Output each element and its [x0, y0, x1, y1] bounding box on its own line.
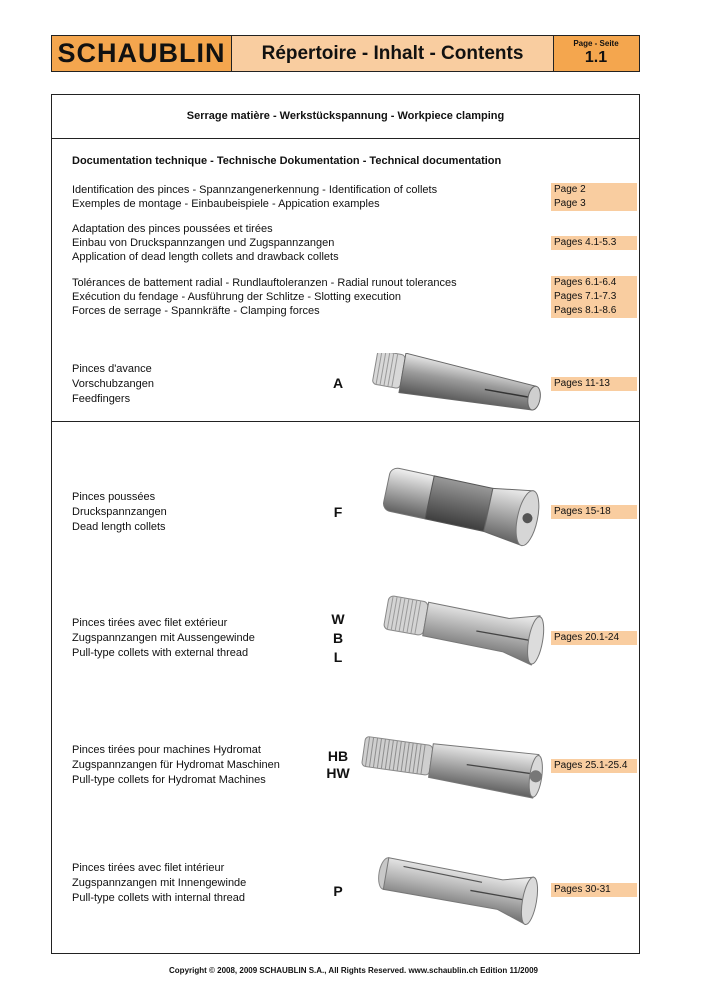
category-description: [72, 362, 154, 407]
copyright-footer: Copyright © 2008, 2009 SCHAUBLIN S.A., All Rights Reserved. www.schaublin.ch Edition 11/2009: [169, 966, 538, 975]
category-name-en: Feedfingers: [72, 393, 131, 405]
category-name-de: Druckspannzangen: [72, 506, 167, 518]
category-description: [72, 490, 167, 535]
tech-doc-line: Exemples de montage - Einbaubeispiele - Appication examples: [72, 198, 380, 210]
tech-doc-line: Einbau von Druckspannzangen und Zugspannzangen: [72, 237, 335, 249]
category-name-fr: Pinces tirées avec filet extérieur: [72, 617, 228, 629]
collet-type-code: F: [333, 504, 343, 520]
page-ref-link[interactable]: Pages 8.1-8.6: [551, 304, 637, 318]
collet-type-code: L: [333, 649, 343, 665]
brand-logo: SCHAUBLIN: [52, 36, 232, 71]
category-name-fr: Pinces tirées avec filet intérieur: [72, 862, 225, 874]
page-title: Répertoire - Inhalt - Contents: [232, 36, 554, 71]
tech-doc-line: Forces de serrage - Spannkräfte - Clamping forces: [72, 305, 320, 317]
dead-length-collet-icon: [378, 467, 553, 551]
tech-doc-line: Adaptation des pinces poussées et tirées: [72, 223, 273, 235]
category-name-fr: Pinces tirées pour machines Hydromat: [72, 744, 261, 756]
category-description: [72, 861, 246, 906]
tech-doc-heading: Documentation technique - Technische Dokumentation - Technical documentation: [72, 155, 502, 167]
category-description: [72, 743, 280, 788]
page-ref-link[interactable]: Pages 25.1-25.4: [551, 759, 637, 773]
category-name-en: Pull-type collets with internal thread: [72, 892, 246, 904]
page-ref-link[interactable]: Pages 30-31: [551, 883, 637, 897]
page-ref-link[interactable]: Pages 4.1-5.3: [551, 236, 637, 250]
page-number: 1.1: [584, 49, 608, 66]
contents-frame: [51, 94, 640, 954]
collet-type-code: HW: [326, 765, 350, 781]
section-title: Serrage matière - Werkstückspannung - Workpiece clamping: [52, 95, 639, 139]
category-description: [72, 616, 255, 661]
category-name-en: Pull-type collets with external thread: [72, 647, 249, 659]
internal-thread-collet-icon: [370, 853, 554, 931]
collet-type-code: A: [332, 375, 344, 391]
page-ref-link[interactable]: Pages 6.1-6.4: [551, 276, 637, 290]
collet-type-code: P: [333, 883, 343, 899]
category-name-de: Zugspannzangen mit Innengewinde: [72, 877, 247, 889]
external-thread-collet-icon: [376, 591, 554, 673]
feedfinger-collet-icon: [364, 353, 554, 431]
tech-doc-line: Application of dead length collets and drawback collets: [72, 251, 339, 263]
tech-doc-line: Identification des pinces - Spannzangenerkennung - Identification of collets: [72, 184, 438, 196]
tech-doc-line: Tolérances de battement radial - Rundlauftoleranzen - Radial runout tolerances: [72, 277, 457, 289]
collet-type-code: B: [332, 630, 344, 646]
hydromat-collet-icon: [356, 727, 554, 811]
tech-doc-line: Exécution du fendage - Ausführung der Schlitze - Slotting execution: [72, 291, 401, 303]
page-number-box: [553, 36, 639, 71]
header-bar: [51, 35, 640, 72]
page-ref-link[interactable]: Page 3: [551, 197, 637, 211]
page-ref-link[interactable]: Pages 15-18: [551, 505, 637, 519]
collet-type-code: W: [331, 611, 345, 627]
category-name-en: Pull-type collets for Hydromat Machines: [72, 774, 266, 786]
page-ref-link[interactable]: Pages 20.1-24: [551, 631, 637, 645]
page-ref-link[interactable]: Pages 11-13: [551, 377, 637, 391]
category-name-de: Zugspannzangen mit Aussengewinde: [72, 632, 255, 644]
category-name-de: Zugspannzangen für Hydromat Maschinen: [72, 759, 280, 771]
category-name-en: Dead length collets: [72, 521, 166, 533]
page-ref-link[interactable]: Page 2: [551, 183, 637, 197]
page-ref-link[interactable]: Pages 7.1-7.3: [551, 290, 637, 304]
page-label: Page - Seite: [573, 39, 619, 48]
category-name-de: Vorschubzangen: [72, 378, 154, 390]
category-name-fr: Pinces d'avance: [72, 363, 152, 375]
collet-type-code: HB: [327, 748, 349, 764]
category-name-fr: Pinces poussées: [72, 491, 156, 503]
